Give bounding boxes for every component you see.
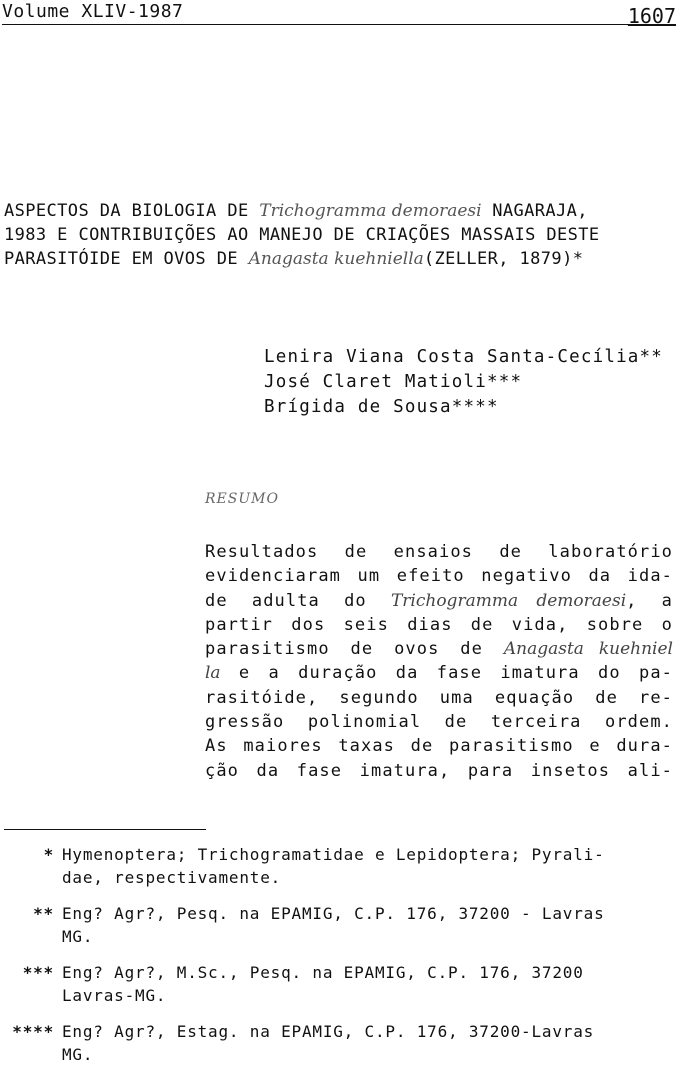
footnote-text: Eng? Agr?, Pesq. na EPAMIG, C.P. 176, 37200 - Lavras [62, 904, 605, 923]
author-name: Lenira Viana Costa Santa-Cecília** [264, 347, 664, 367]
abstract-line: rasitóide, segundo uma equação de re- [205, 687, 673, 708]
abstract-line: ção da fase imatura, para insetos ali- [205, 760, 673, 781]
footnote-divider [4, 829, 206, 830]
footnote-text: MG. [62, 927, 94, 946]
footnote [0, 902, 676, 948]
abstract-text: de adulta do [205, 590, 391, 611]
title-line-2: 1983 E CONTRIBUIÇÕES AO MANEJO DE CRIAÇÕES MASSAIS DESTE [4, 225, 600, 245]
abstract-line: As maiores taxas de parasitismo e dura- [205, 736, 673, 757]
article-title [4, 199, 676, 271]
footnotes [0, 843, 676, 1079]
footnote-text: dae, respectivamente. [62, 868, 282, 887]
footnote-text: Eng? Agr?, M.Sc., Pesq. na EPAMIG, C.P. 176, 37200 [62, 963, 584, 982]
volume-label: Volume XLIV-1987 [2, 1, 184, 22]
running-header [2, 0, 676, 28]
footnote-mark: *** [22, 963, 54, 982]
abstract-line [205, 637, 673, 661]
author-name: Brígida de Sousa**** [264, 397, 499, 417]
species-name: Trichogramma demoraesi [259, 201, 482, 221]
abstract-line [205, 661, 673, 685]
footnote [0, 843, 676, 889]
footnote-text: Eng? Agr?, Estag. na EPAMIG, C.P. 176, 37200-Lavras [62, 1022, 595, 1041]
species-name: la [205, 663, 221, 684]
species-name: Anagasta kuehniella [248, 249, 424, 269]
author-name: José Claret Matioli*** [264, 372, 523, 392]
abstract-body [205, 540, 673, 783]
abstract-text: e a duração da fase imatura do pa- [220, 663, 673, 684]
footnote [0, 1020, 676, 1066]
title-line-1 [4, 199, 676, 223]
title-text: ASPECTOS DA BIOLOGIA DE [4, 201, 260, 221]
footnote-mark: * [43, 845, 54, 864]
species-name: Anagasta kuehniel [503, 639, 673, 660]
species-name: Trichogramma demoraesi [390, 590, 627, 611]
abstract-text: parasitismo de ovos de [205, 639, 504, 660]
title-text: PARASITÓIDE EM OVOS DE [4, 249, 249, 269]
abstract-line [205, 589, 673, 613]
footnote-text: Hymenoptera; Trichogramatidae e Lepidoptera; Pyrali- [62, 845, 605, 864]
footnote-text: MG. [62, 1045, 94, 1064]
title-line-3 [4, 247, 676, 271]
footnote-mark: ** [33, 904, 54, 923]
abstract-line: gressão polinomial de terceira ordem. [205, 712, 673, 733]
abstract-heading: RESUMO [205, 491, 279, 507]
footnote [0, 961, 676, 1007]
footnote-text: Lavras-MG. [62, 986, 167, 1005]
abstract-line: partir dos seis dias de vida, sobre o [205, 614, 673, 635]
page-number: 1607 [627, 4, 676, 28]
abstract-line: Resultados de ensaios de laboratório [205, 542, 673, 562]
footnote-mark: **** [12, 1022, 54, 1041]
abstract-text: , a [626, 590, 674, 611]
title-text: NAGARAJA, [481, 201, 588, 221]
abstract-line: evidenciaram um efeito negativo da ida- [205, 566, 673, 587]
author-list [264, 345, 663, 420]
title-text: (ZELLER, 1879)* [423, 249, 584, 269]
